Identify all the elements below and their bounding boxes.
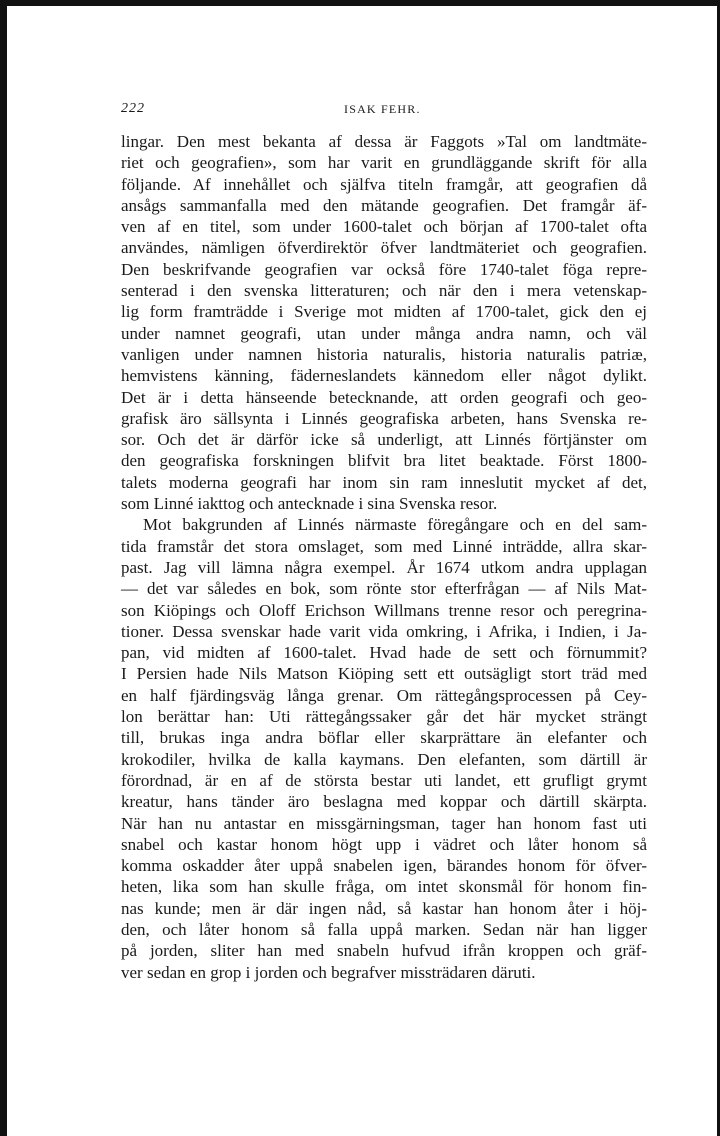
text-line: ansågs sammanfalla med den mätande geografien. Det framgår äf- (121, 195, 647, 215)
text-line: ven af en titel, som under 1600-talet och början af 1700-talet ofta (121, 217, 647, 237)
text-line: under namnet geografi, utan under många andra namn, och väl (121, 323, 647, 343)
text-line: som Linné iakttog och antecknade i sina Svenska resor. (121, 494, 498, 514)
running-title: ISAK FEHR. (344, 102, 421, 116)
text-line: en half fjärdingsväg långa grenar. Om rättegångsprocessen på Cey- (121, 685, 647, 705)
text-line: pan, vid midten af 1600-talet. Hvad hade de sett och förnummit? (121, 643, 647, 663)
text-line: tida framstår det stora omslaget, som med Linné inträdde, allra skar- (121, 536, 647, 556)
paragraph (121, 514, 647, 983)
text-line: lon berättar han: Uti rättegångssaker går det här mycket strängt (121, 707, 647, 727)
text-line: past. Jag vill lämna några exempel. År 1674 utkom andra upplagan (121, 557, 647, 577)
text-line: son Kiöpings och Oloff Erichson Willmans trenne resor och peregrina- (121, 600, 647, 620)
text-line: sor. Och det är därför icke så underligt, att Linnés förtjänster om (121, 430, 647, 450)
text-line: lig form framträdde i Sverige mot midten af 1700-talet, gick den ej (121, 302, 647, 322)
text-line: kreatur, hans tänder äro beslagna med koppar och därtill skärpta. (121, 792, 647, 812)
text-line: på jorden, sliter han med snabeln hufvud ifrån kroppen och gräf- (121, 941, 647, 961)
text-line: den geografiska forskningen blifvit bra litet beaktade. Först 1800- (121, 451, 647, 471)
scan-edge-left (0, 0, 7, 1136)
page-number: 222 (121, 101, 145, 116)
text-line: ver sedan en grop i jorden och begrafver missträdaren däruti. (121, 962, 536, 982)
text-line: vanligen under namnen historia naturalis, historia naturalis patriæ, (121, 344, 647, 364)
text-line: Den beskrifvande geografien var också före 1740-talet föga repre- (121, 259, 647, 279)
text-line: Mot bakgrunden af Linnés närmaste föregångare och en del sam- (143, 515, 647, 535)
text-line: förordnad, är en af de största bestar uti landet, ett grufligt grymt (121, 770, 647, 790)
text-line: tioner. Dessa svenskar hade varit vida omkring, i Afrika, i Indien, i Ja- (121, 621, 647, 641)
text-line: användes, nämligen öfverdirektör öfver landtmäteriet och geografien. (121, 238, 647, 258)
text-line: till, brukas inga andra böflar eller skarprättare än elefanter och (121, 728, 647, 748)
running-head (121, 101, 647, 121)
scan-edge-top (0, 0, 720, 6)
text-line: den, och låter honom så falla uppå marken. Sedan när han ligger (121, 919, 647, 939)
text-line: Det är i detta hänseende betecknande, att orden geografi och geo- (121, 387, 647, 407)
paragraph (121, 131, 647, 514)
text-line: senterad i den svenska litteraturen; och när den i mera vetenskap- (121, 281, 647, 301)
text-line: nas kunde; men är där ingen nåd, så kastar han honom åter i höj- (121, 898, 647, 918)
text-line: komma oskadder åter uppå snabelen igen, bärandes honom för öfver- (121, 856, 647, 876)
text-line: lingar. Den mest bekanta af dessa är Faggots »Tal om landtmäte- (121, 132, 647, 151)
body-text (121, 131, 647, 983)
text-line: — det var således en bok, som rönte stor efterfrågan — af Nils Mat- (121, 579, 647, 599)
text-line: I Persien hade Nils Matson Kiöping sett ett outsägligt stort träd med (121, 664, 647, 684)
text-line: riet och geografien», som har varit en grundläggande skrift för alla (121, 153, 647, 173)
text-line: grafisk äro sällsynta i Linnés geografiska arbeten, hans Svenska re- (121, 408, 647, 428)
text-line: krokodiler, hvilka de kalla kaymans. Den elefanten, som därtill är (121, 749, 647, 769)
text-line: När han nu antastar en missgärningsman, tager han honom fast uti (121, 813, 647, 833)
text-line: hemvistens känning, fäderneslandets kännedom eller något dylikt. (121, 366, 647, 386)
text-line: talets moderna geografi har inom sin ram inneslutit mycket af det, (121, 472, 647, 492)
text-line: följande. Af innehållet och själfva titeln framgår, att geografien då (121, 174, 647, 194)
text-line: heten, lika som han skulle fråga, om intet skonsmål för honom fin- (121, 877, 647, 897)
text-line: snabel och kastar honom högt upp i vädret och låter honom så (121, 834, 647, 854)
